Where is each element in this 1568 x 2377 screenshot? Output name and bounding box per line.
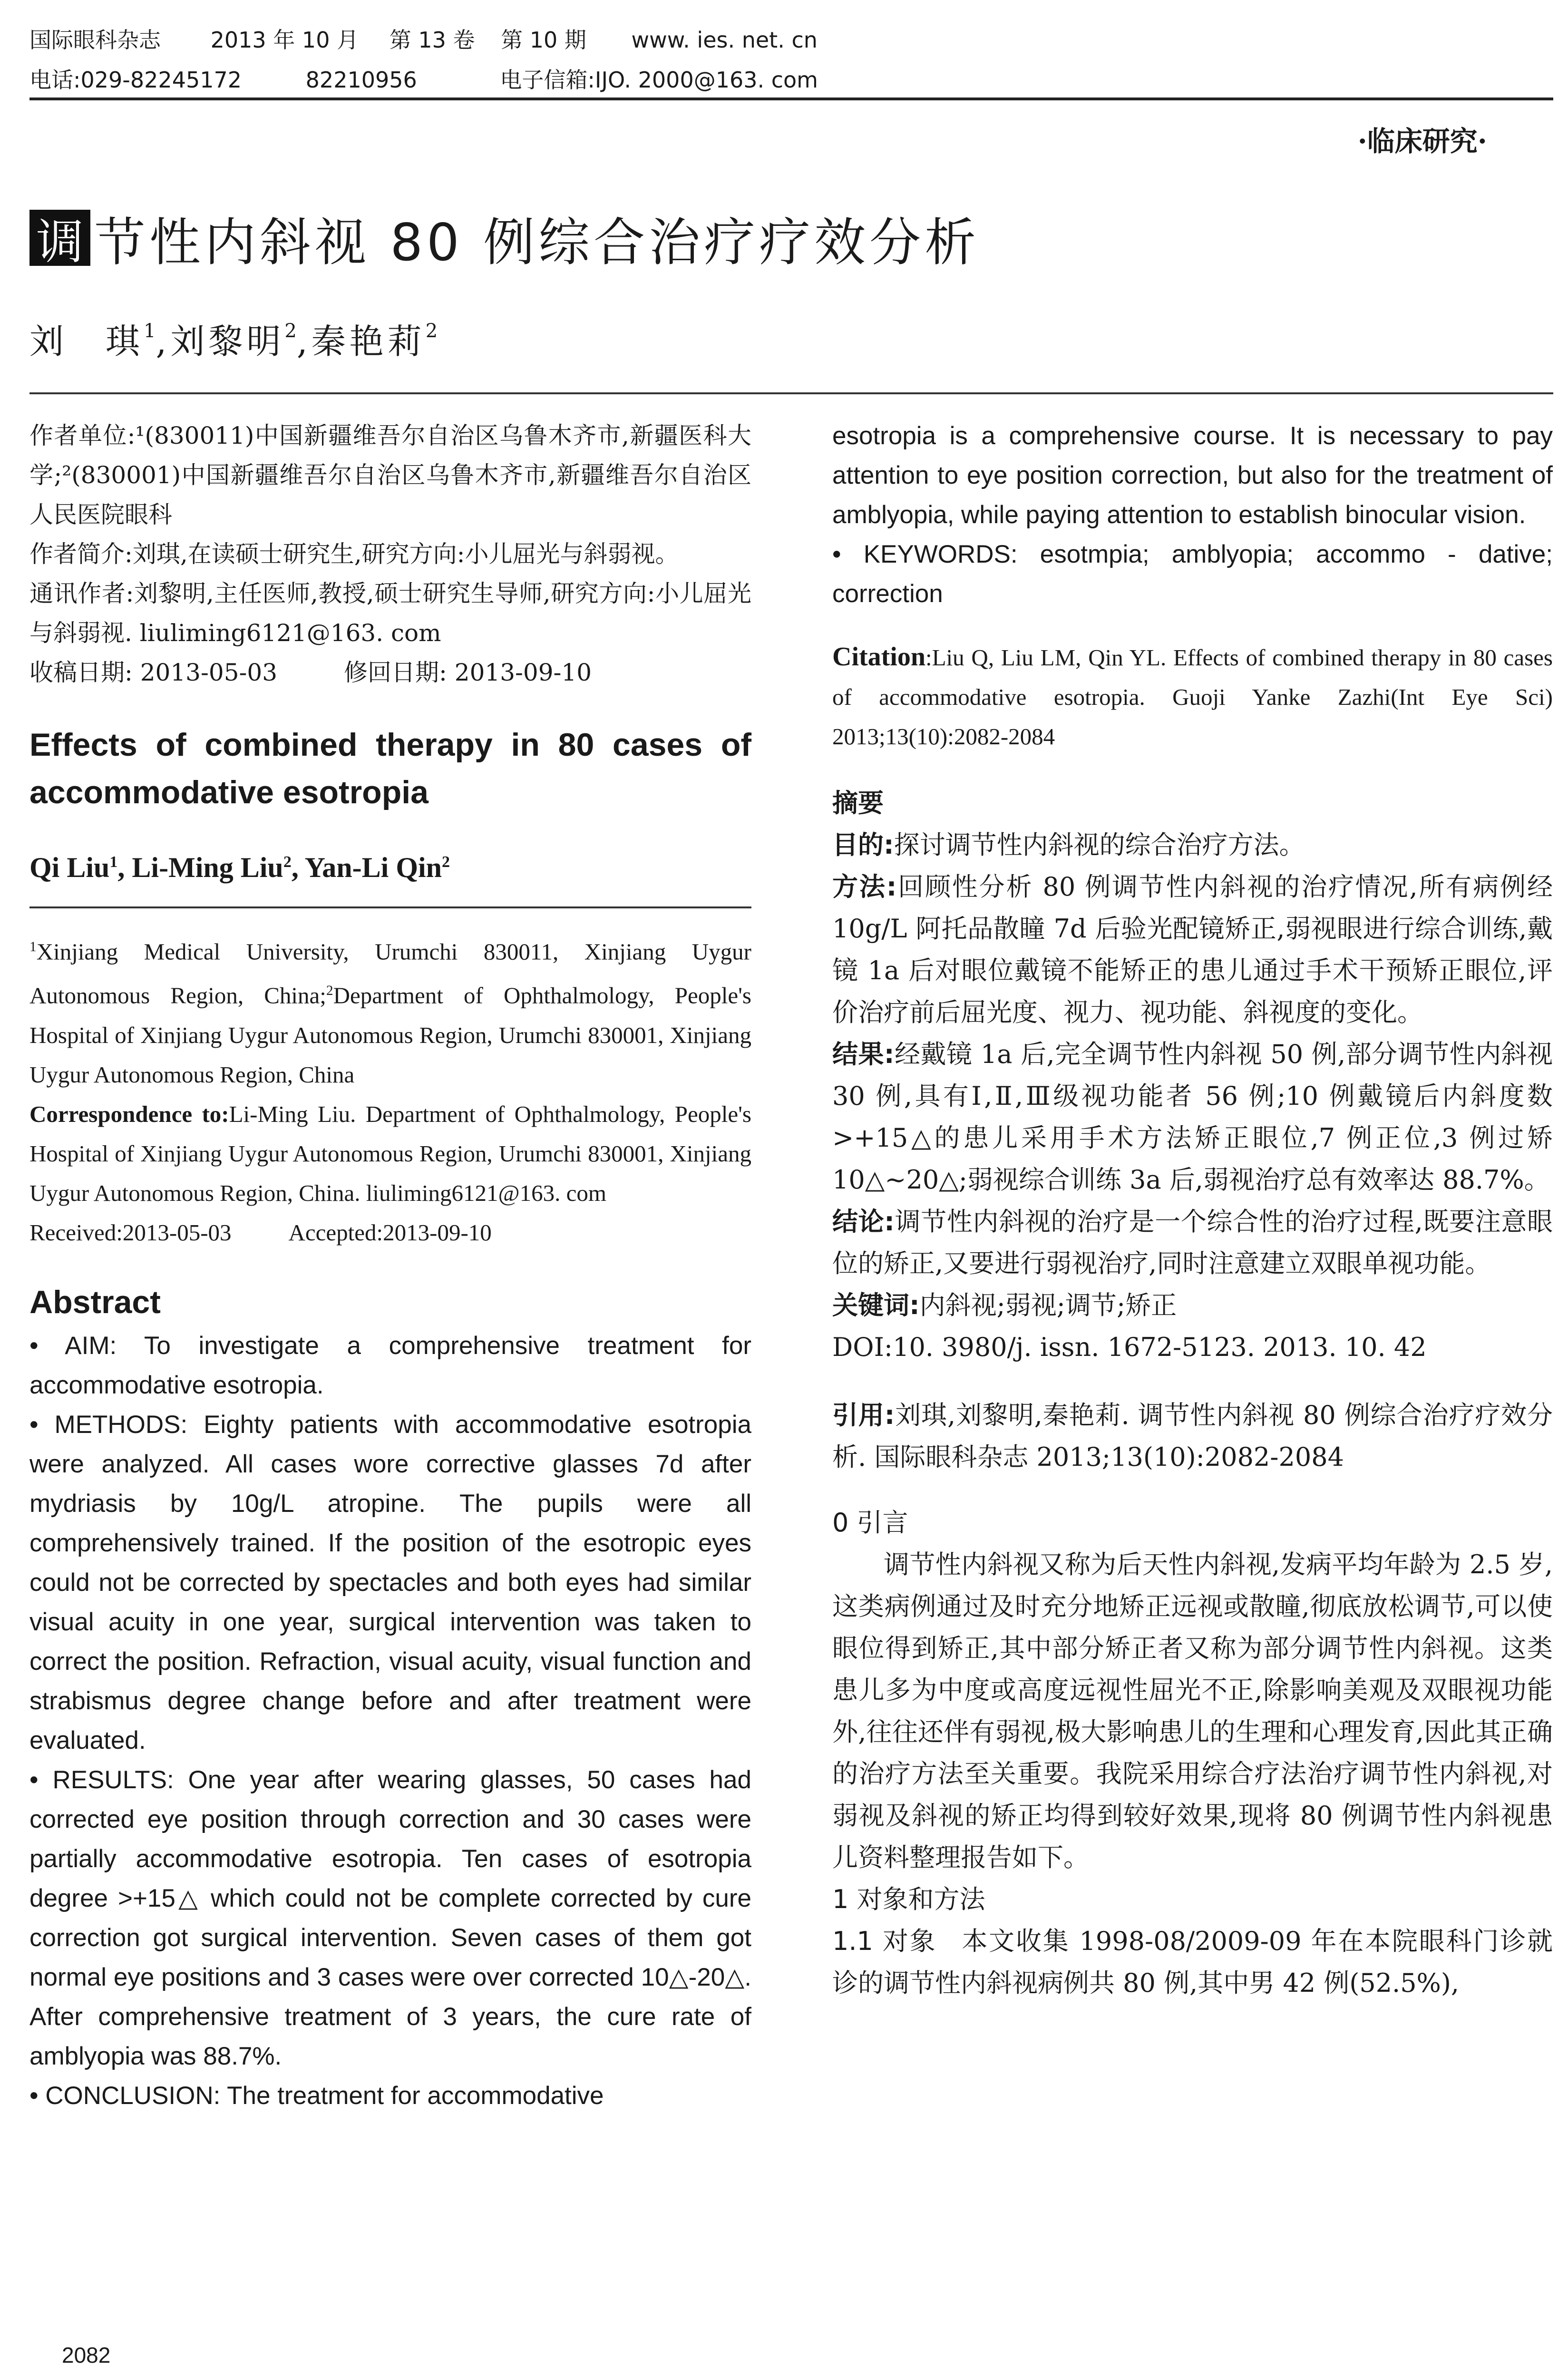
- author-name: 刘黎明: [170, 321, 285, 361]
- en-received: Received:2013-05-03: [29, 1219, 232, 1246]
- cn-methods: [832, 866, 1553, 1033]
- english-authors: Qi Liu$^1$, Li-Ming Liu$^2$, Yan-Li Qin$^2$: [29, 852, 450, 883]
- doi: DOI:10. 3980/j. issn. 1672-5123. 2013. 10. 42: [832, 1332, 1427, 1362]
- intro-heading: 0 引言: [832, 1508, 908, 1538]
- author-name: 刘 琪: [29, 321, 144, 361]
- en-accepted: Accepted:2013-09-10: [288, 1219, 492, 1246]
- methods-heading: 1 对象和方法: [832, 1884, 985, 1914]
- subsection-text: 本文收集 1998-08/2009-09 年在本院眼科门诊就诊的调节性内斜视病例共 80 例,其中男 42 例(52.5%),: [832, 1926, 1553, 1998]
- abstract-methods: • METHODS: Eighty patients with accommodative esotropia were analyzed. All cases wore corrective glasses 7d after mydriasis by 10g/L atropine. The pupils were all comprehensively trained. If the position of the esotropic eyes could not be corrected by spectacles and both eyes had similar visual acuity in one year, surgical intervention was taken to correct the position. Refraction, visual acuity, visual function and strabismus degree change before and after treatment were evaluated.: [29, 1410, 751, 1754]
- cn-results-label: 结果:: [832, 1039, 895, 1069]
- abstract-heading: Abstract: [29, 1284, 161, 1320]
- issue: 第 10 期: [501, 27, 586, 53]
- abstract-conclusion-cont: esotropia is a comprehensive course. It is necessary to pay attention to eye position correction, but also for the treatment of amblyopia, while paying attention to establish binocular vision.: [832, 422, 1553, 529]
- en-author-sup: 1: [109, 853, 118, 871]
- journal-name: 国际眼科杂志: [29, 27, 161, 53]
- title-first-char: 调: [29, 210, 90, 266]
- citation-text: :Liu Q, Liu LM, Qin YL. Effects of combined therapy in 80 cases of accommodative esotropia. Guoji Yanke Zazhi(Int Eye Sci) 2013;13(10):2082-2084: [832, 644, 1553, 750]
- cn-conclusion-label: 结论:: [832, 1207, 895, 1237]
- citation: [832, 637, 1553, 756]
- cn-keywords: [832, 1285, 1553, 1326]
- en-author: Li-Ming Liu: [132, 852, 283, 883]
- abstract-results: • RESULTS: One year after wearing glasses, 50 cases had corrected eye position through correction and 30 cases were partially accommodative esotropia. Ten cases of esotropia degree >+15△ which could not be complete corrected by cure correction got surgical intervention. Seven cases of them got normal eye positions and 3 cases were over corrected 10△-20△. After comprehensive treatment of 3 years, the cure rate of amblyopia was 88.7%.: [29, 1765, 751, 2070]
- phone2: 82210956: [305, 67, 417, 93]
- en-author: Qi Liu: [29, 852, 110, 883]
- citation-label: Citation: [832, 642, 925, 672]
- en-affil2: Department of Ophthalmology, People's Hospital of Xinjiang Uygur Autonomous Region, Urumchi 830001, Xinjiang Uygur Autonomous Region, China: [29, 982, 751, 1088]
- cn-keywords-label: 关键词:: [832, 1290, 920, 1320]
- cn-methods-text: 回顾性分析 80 例调节性内斜视的治疗情况,所有病例经 10g/L 阿托品散瞳 7d 后验光配镜矫正,弱视眼进行综合训练,戴镜 1a 后对眼位戴镜不能矫正的患儿通过手术干预矫正眼位,评价治疗前后屈光度、视力、视功能、斜视度的变化。: [832, 872, 1553, 1027]
- cn-aim-label: 目的:: [832, 830, 894, 860]
- cn-results-text: 经戴镜 1a 后,完全调节性内斜视 50 例,部分调节性内斜视 30 例,具有Ⅰ,Ⅱ,Ⅲ级视功能者 56 例;10 例戴镜后内斜度数>+15△的患儿采用手术方法矫正眼位,7 例正位,3 例过矫 10△~20△;弱视综合训练 3a 后,弱视治疗总有效率达 88.7%。: [832, 1039, 1553, 1195]
- cn-conclusion: [832, 1201, 1553, 1285]
- cn-abstract-heading: 摘要: [832, 788, 884, 818]
- cn-methods-label: 方法:: [832, 872, 897, 902]
- abstract-conclusion-start: • CONCLUSION: The treatment for accommodative: [29, 2081, 604, 2110]
- en-affil1: Xinjiang Medical University, Urumchi 830011, Xinjiang Uygur Autonomous Region, China;: [29, 938, 751, 1009]
- left-column: [29, 416, 751, 2115]
- volume: 第 13 卷: [389, 27, 475, 53]
- received-cn: 收稿日期: 2013-05-03: [29, 659, 278, 686]
- revised-cn: 修回日期: 2013-09-10: [344, 659, 592, 686]
- authors-cn: 刘 琪$^1$,刘黎明$^2$,秦艳莉$^2$: [29, 320, 438, 361]
- abstract-aim: • AIM: To investigate a comprehensive treatment for accommodative esotropia.: [29, 1331, 751, 1399]
- english-correspondence: [29, 1094, 751, 1213]
- issue-date: 2013 年 10 月: [210, 27, 359, 53]
- article-title: [29, 205, 980, 271]
- journal-header-line2: [29, 63, 818, 94]
- cn-citation: [832, 1394, 1553, 1478]
- intro-text: 调节性内斜视又称为后天性内斜视,发病平均年龄为 2.5 岁,这类病例通过及时充分地矫正远视或散瞳,彻底放松调节,可以使眼位得到矫正,其中部分矫正者又称为部分调节性内斜视。这类患儿多为中度或高度远视性屈光不正,除影响美观及双眼视功能外,往往还伴有弱视,极大影响患儿的生理和心理发育,因此其正确的治疗方法至关重要。我院采用综合疗法治疗调节性内斜视,对弱视及斜视的矫正均得到较好效果,现将 80 例调节性内斜视患儿资料整理报告如下。: [832, 1549, 1553, 1872]
- en-author-sup: 2: [283, 853, 292, 871]
- website-link[interactable]: www. ies. net. cn: [631, 27, 818, 53]
- english-dates: [29, 1213, 751, 1252]
- cn-cite-label: 引用:: [832, 1400, 895, 1430]
- english-title: Effects of combined therapy in 80 cases of accommodative esotropia: [29, 727, 751, 810]
- author-rule: [29, 906, 751, 908]
- en-author: Yan-Li Qin: [304, 852, 442, 883]
- right-column: [832, 416, 1553, 2004]
- english-affiliation: $^1$Xinjiang Medical University, Urumchi 830011, Xinjiang Uygur Autonomous Region, China;$^2$Department of Ophthalmology, People's Hospital of Xinjiang Uygur Autonomous Region, Urumchi 830001, Xinjiang Uygur Autonomous Region, China: [29, 938, 751, 1088]
- journal-header-line1: [29, 23, 818, 54]
- cn-aim: [832, 824, 1553, 866]
- cn-results: [832, 1033, 1553, 1201]
- email[interactable]: 电子信箱:IJO. 2000@163. com: [500, 67, 818, 93]
- cn-aim-text: 探讨调节性内斜视的综合治疗方法。: [894, 830, 1305, 860]
- cn-conclusion-text: 调节性内斜视的治疗是一个综合性的治疗过程,既要注意眼位的矫正,又要进行弱视治疗,同时注意建立双眼单视功能。: [832, 1207, 1553, 1278]
- dates-cn: [29, 653, 751, 692]
- correspondence-cn: 通讯作者:刘黎明,主任医师,教授,硕士研究生导师,研究方向:小儿屈光与斜弱视. liuliming6121@163. com: [29, 580, 751, 647]
- author-sup: 1: [144, 320, 156, 342]
- cn-cite-text: 刘琪,刘黎明,秦艳莉. 调节性内斜视 80 例综合治疗疗效分析. 国际眼科杂志 2013;13(10):2082-2084: [832, 1400, 1553, 1472]
- cn-keywords-text: 内斜视;弱视;调节;矫正: [919, 1290, 1177, 1320]
- page-number: 2082: [62, 2343, 111, 2367]
- title-rule: [29, 392, 1553, 394]
- phone: 电话:029-82245172: [29, 67, 242, 93]
- abstract-keywords: • KEYWORDS: esotmpia; amblyopia; accommo - dative; correction: [832, 540, 1553, 608]
- subsection-label: 1.1 对象: [832, 1926, 937, 1956]
- author-sup: 2: [425, 320, 438, 342]
- author-name: 秦艳莉: [311, 321, 426, 361]
- author-sup: 2: [284, 320, 297, 342]
- corr-label: Correspondence to:: [29, 1101, 229, 1127]
- bio-cn: 作者简介:刘琪,在读硕士研究生,研究方向:小儿屈光与斜弱视。: [29, 540, 679, 568]
- header-rule: [29, 97, 1553, 100]
- subsection-1-1: [832, 1920, 1553, 2004]
- corr-text: Li-Ming Liu. Department of Ophthalmology, People's Hospital of Xinjiang Uygur Autonomous Region, Urumchi 830001, Xinjiang Uygur Autonomous Region, China. liuliming6121@163. com: [29, 1101, 751, 1206]
- section-label: ·临床研究·: [1357, 125, 1487, 157]
- en-author-sup: 2: [442, 853, 450, 871]
- affiliation-cn: 作者单位:¹(830011)中国新疆维吾尔自治区乌鲁木齐市,新疆医科大学;²(830001)中国新疆维吾尔自治区乌鲁木齐市,新疆维吾尔自治区人民医院眼科: [29, 422, 751, 528]
- title-text: 节性内斜视 80 例综合治疗疗效分析: [94, 213, 980, 273]
